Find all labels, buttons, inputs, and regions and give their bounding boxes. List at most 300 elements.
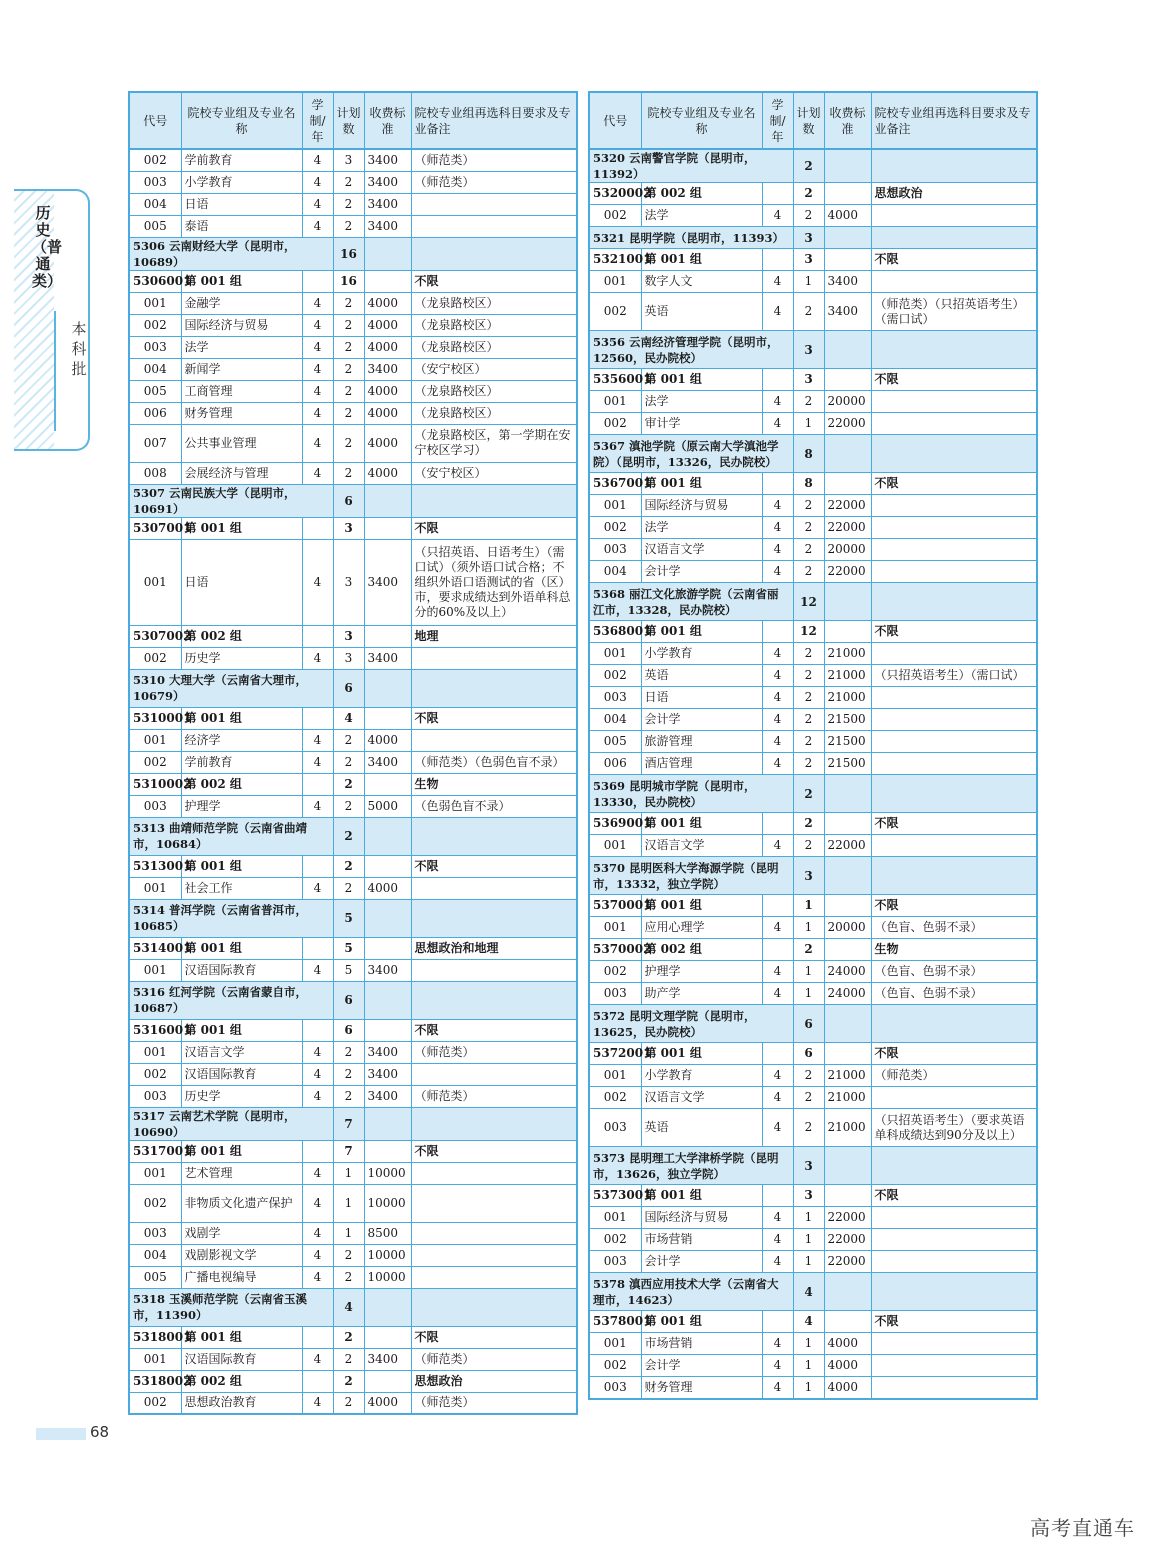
major-plan: 2 bbox=[793, 391, 824, 413]
major-note bbox=[871, 495, 1037, 517]
major-plan: 1 bbox=[793, 1207, 824, 1229]
group-years-empty bbox=[302, 855, 333, 877]
major-code: 003 bbox=[589, 1251, 641, 1273]
major-years: 4 bbox=[302, 1085, 333, 1107]
major-years: 4 bbox=[762, 205, 793, 227]
major-name: 法学 bbox=[641, 517, 762, 539]
school-fee-empty bbox=[364, 1288, 411, 1326]
major-name: 广播电视编导 bbox=[181, 1266, 302, 1288]
major-fee: 10000 bbox=[364, 1266, 411, 1288]
group-fee-empty bbox=[824, 473, 871, 495]
major-name: 汉语言文学 bbox=[641, 1087, 762, 1109]
major-years: 4 bbox=[302, 193, 333, 215]
group-row bbox=[589, 895, 1037, 917]
major-note bbox=[411, 729, 577, 751]
header-name: 院校专业组及专业名称 bbox=[641, 92, 762, 149]
school-plan: 6 bbox=[793, 1005, 824, 1043]
major-fee: 3400 bbox=[364, 171, 411, 193]
major-plan: 1 bbox=[793, 1333, 824, 1355]
major-plan: 2 bbox=[793, 709, 824, 731]
group-name: 第 002 组 bbox=[641, 939, 762, 961]
major-name: 非物质文化遗产保护 bbox=[181, 1184, 302, 1222]
group-code: 5310001 bbox=[129, 707, 181, 729]
school-plan: 4 bbox=[793, 1273, 824, 1311]
major-note bbox=[871, 643, 1037, 665]
major-note bbox=[411, 1222, 577, 1244]
major-years: 4 bbox=[302, 647, 333, 669]
group-requirement: 不限 bbox=[871, 895, 1037, 917]
major-plan: 1 bbox=[333, 1222, 364, 1244]
major-code: 001 bbox=[129, 1041, 181, 1063]
major-plan: 2 bbox=[333, 336, 364, 358]
group-row bbox=[129, 517, 577, 539]
group-plan: 8 bbox=[793, 473, 824, 495]
school-plan: 8 bbox=[793, 435, 824, 473]
major-fee: 21000 bbox=[824, 1109, 871, 1147]
school-name: 5372 昆明文理学院（昆明市，13625，民办院校） bbox=[589, 1005, 793, 1043]
major-code: 001 bbox=[589, 495, 641, 517]
major-note bbox=[871, 561, 1037, 583]
major-code: 001 bbox=[589, 835, 641, 857]
major-name: 会计学 bbox=[641, 709, 762, 731]
group-name: 第 001 组 bbox=[641, 813, 762, 835]
group-fee-empty bbox=[364, 937, 411, 959]
major-name: 旅游管理 bbox=[641, 731, 762, 753]
school-fee-empty bbox=[824, 149, 871, 183]
major-fee: 21000 bbox=[824, 665, 871, 687]
major-name: 新闻学 bbox=[181, 358, 302, 380]
school-note-empty bbox=[871, 857, 1037, 895]
major-row bbox=[129, 877, 577, 899]
major-name: 数字人文 bbox=[641, 271, 762, 293]
major-name: 戏剧影视文学 bbox=[181, 1244, 302, 1266]
major-fee: 3400 bbox=[364, 539, 411, 625]
major-code: 005 bbox=[589, 731, 641, 753]
major-years: 4 bbox=[302, 358, 333, 380]
group-row bbox=[589, 249, 1037, 271]
school-note-empty bbox=[411, 1288, 577, 1326]
group-plan: 6 bbox=[333, 1019, 364, 1041]
major-row bbox=[589, 665, 1037, 687]
major-row bbox=[129, 336, 577, 358]
major-code: 003 bbox=[589, 539, 641, 561]
major-plan: 2 bbox=[333, 380, 364, 402]
major-years: 4 bbox=[762, 753, 793, 775]
major-fee: 8500 bbox=[364, 1222, 411, 1244]
major-years: 4 bbox=[302, 1392, 333, 1414]
group-years-empty bbox=[302, 937, 333, 959]
group-name: 第 001 组 bbox=[641, 1311, 762, 1333]
group-requirement: 思想政治 bbox=[871, 183, 1037, 205]
major-years: 4 bbox=[762, 1229, 793, 1251]
major-name: 小学教育 bbox=[641, 643, 762, 665]
group-requirement: 地理 bbox=[411, 625, 577, 647]
major-note: （师范类） bbox=[871, 1065, 1037, 1087]
major-note bbox=[871, 1377, 1037, 1399]
major-row bbox=[129, 795, 577, 817]
major-code: 003 bbox=[589, 1109, 641, 1147]
school-plan: 3 bbox=[793, 331, 824, 369]
major-name: 历史学 bbox=[181, 1085, 302, 1107]
major-name: 法学 bbox=[641, 391, 762, 413]
major-fee: 3400 bbox=[824, 293, 871, 331]
major-name: 助产学 bbox=[641, 983, 762, 1005]
school-row bbox=[129, 669, 577, 707]
major-note bbox=[871, 687, 1037, 709]
major-fee: 4000 bbox=[364, 336, 411, 358]
major-fee: 22000 bbox=[824, 1251, 871, 1273]
major-years: 4 bbox=[762, 1109, 793, 1147]
major-plan: 3 bbox=[333, 647, 364, 669]
page-number: 68 bbox=[90, 1423, 110, 1441]
major-note: （色盲、色弱不录） bbox=[871, 983, 1037, 1005]
major-plan: 2 bbox=[333, 1348, 364, 1370]
major-note bbox=[871, 413, 1037, 435]
major-name: 社会工作 bbox=[181, 877, 302, 899]
major-fee: 3400 bbox=[364, 193, 411, 215]
page-number-bar bbox=[36, 1428, 86, 1440]
group-fee-empty bbox=[364, 517, 411, 539]
major-note: （只招英语考生）（要求英语单科成绩达到90分及以上） bbox=[871, 1109, 1037, 1147]
group-plan: 3 bbox=[793, 249, 824, 271]
group-row bbox=[589, 473, 1037, 495]
major-name: 市场营销 bbox=[641, 1229, 762, 1251]
major-note bbox=[411, 1266, 577, 1288]
major-name: 会展经济与管理 bbox=[181, 462, 302, 484]
major-code: 001 bbox=[129, 1348, 181, 1370]
major-note: （安宁校区） bbox=[411, 358, 577, 380]
major-name: 汉语言文学 bbox=[181, 1041, 302, 1063]
major-code: 003 bbox=[589, 687, 641, 709]
major-row bbox=[129, 462, 577, 484]
major-fee: 3400 bbox=[364, 1063, 411, 1085]
header-note: 院校专业组再选科目要求及专业备注 bbox=[871, 92, 1037, 149]
major-name: 英语 bbox=[641, 1109, 762, 1147]
school-row bbox=[589, 857, 1037, 895]
major-row bbox=[589, 983, 1037, 1005]
major-fee: 22000 bbox=[824, 835, 871, 857]
major-name: 法学 bbox=[641, 205, 762, 227]
major-note bbox=[411, 877, 577, 899]
major-fee: 22000 bbox=[824, 1207, 871, 1229]
major-note: （色盲、色弱不录） bbox=[871, 917, 1037, 939]
major-fee: 4000 bbox=[364, 292, 411, 314]
school-row bbox=[589, 435, 1037, 473]
major-name: 小学教育 bbox=[641, 1065, 762, 1087]
group-plan: 16 bbox=[333, 270, 364, 292]
group-row bbox=[129, 625, 577, 647]
major-plan: 1 bbox=[793, 1377, 824, 1399]
major-note: （安宁校区） bbox=[411, 462, 577, 484]
school-name: 5317 云南艺术学院（昆明市，10690） bbox=[129, 1107, 333, 1140]
group-years-empty bbox=[302, 625, 333, 647]
school-note-empty bbox=[411, 899, 577, 937]
major-name: 汉语国际教育 bbox=[181, 959, 302, 981]
group-code: 5356001 bbox=[589, 369, 641, 391]
school-row bbox=[129, 237, 577, 270]
major-note bbox=[411, 1244, 577, 1266]
major-code: 001 bbox=[589, 1065, 641, 1087]
group-fee-empty bbox=[824, 1043, 871, 1065]
major-code: 002 bbox=[589, 517, 641, 539]
school-plan: 6 bbox=[333, 669, 364, 707]
major-fee: 4000 bbox=[824, 1355, 871, 1377]
group-fee-empty bbox=[824, 249, 871, 271]
school-fee-empty bbox=[824, 435, 871, 473]
group-name: 第 001 组 bbox=[181, 1019, 302, 1041]
group-row bbox=[129, 1140, 577, 1162]
group-name: 第 001 组 bbox=[181, 1326, 302, 1348]
major-row bbox=[129, 193, 577, 215]
group-years-empty bbox=[302, 517, 333, 539]
major-fee: 3400 bbox=[364, 1085, 411, 1107]
major-years: 4 bbox=[302, 795, 333, 817]
major-fee: 20000 bbox=[824, 917, 871, 939]
major-fee: 22000 bbox=[824, 561, 871, 583]
major-years: 4 bbox=[302, 751, 333, 773]
school-fee-empty bbox=[824, 227, 871, 249]
major-years: 4 bbox=[302, 1244, 333, 1266]
major-code: 004 bbox=[589, 561, 641, 583]
major-code: 001 bbox=[129, 877, 181, 899]
group-years-empty bbox=[762, 621, 793, 643]
major-fee: 3400 bbox=[364, 647, 411, 669]
major-note bbox=[871, 1207, 1037, 1229]
major-fee: 10000 bbox=[364, 1184, 411, 1222]
major-name: 英语 bbox=[641, 293, 762, 331]
major-years: 4 bbox=[302, 1063, 333, 1085]
group-fee-empty bbox=[364, 773, 411, 795]
school-name: 5314 普洱学院（云南省普洱市，10685） bbox=[129, 899, 333, 937]
group-plan: 2 bbox=[793, 183, 824, 205]
major-note bbox=[871, 271, 1037, 293]
major-note bbox=[871, 1229, 1037, 1251]
major-code: 002 bbox=[129, 149, 181, 171]
major-row bbox=[129, 171, 577, 193]
group-requirement: 不限 bbox=[871, 813, 1037, 835]
header-fee: 收费标准 bbox=[824, 92, 871, 149]
school-name: 5321 昆明学院（昆明市，11393） bbox=[589, 227, 793, 249]
major-note: （师范类） bbox=[411, 1392, 577, 1414]
group-requirement: 不限 bbox=[411, 707, 577, 729]
major-row bbox=[129, 292, 577, 314]
major-note bbox=[871, 835, 1037, 857]
group-years-empty bbox=[302, 1326, 333, 1348]
major-fee: 4000 bbox=[364, 314, 411, 336]
group-years-empty bbox=[762, 1185, 793, 1207]
major-plan: 2 bbox=[333, 1085, 364, 1107]
major-note bbox=[871, 1333, 1037, 1355]
group-plan: 6 bbox=[793, 1043, 824, 1065]
group-requirement: 生物 bbox=[871, 939, 1037, 961]
school-plan: 16 bbox=[333, 237, 364, 270]
school-row bbox=[129, 1107, 577, 1140]
school-plan: 7 bbox=[333, 1107, 364, 1140]
group-code: 5367001 bbox=[589, 473, 641, 495]
school-note-empty bbox=[871, 583, 1037, 621]
major-code: 002 bbox=[129, 314, 181, 336]
major-plan: 2 bbox=[793, 665, 824, 687]
major-plan: 2 bbox=[333, 193, 364, 215]
major-row bbox=[589, 1109, 1037, 1147]
school-fee-empty bbox=[364, 981, 411, 1019]
group-code: 5372001 bbox=[589, 1043, 641, 1065]
major-row bbox=[129, 959, 577, 981]
group-name: 第 002 组 bbox=[181, 625, 302, 647]
major-fee: 21500 bbox=[824, 731, 871, 753]
major-note: （师范类） bbox=[411, 1041, 577, 1063]
major-row bbox=[589, 1065, 1037, 1087]
school-note-empty bbox=[411, 669, 577, 707]
school-row bbox=[589, 1005, 1037, 1043]
group-row bbox=[589, 183, 1037, 205]
major-plan: 2 bbox=[333, 1266, 364, 1288]
major-fee: 4000 bbox=[824, 1333, 871, 1355]
major-row bbox=[129, 647, 577, 669]
major-name: 国际经济与贸易 bbox=[181, 314, 302, 336]
major-name: 汉语言文学 bbox=[641, 835, 762, 857]
major-plan: 2 bbox=[333, 795, 364, 817]
school-row bbox=[589, 331, 1037, 369]
major-code: 001 bbox=[589, 1333, 641, 1355]
major-note bbox=[411, 1162, 577, 1184]
major-years: 4 bbox=[762, 665, 793, 687]
major-row bbox=[129, 1348, 577, 1370]
major-fee: 10000 bbox=[364, 1162, 411, 1184]
major-years: 4 bbox=[302, 1184, 333, 1222]
group-requirement: 不限 bbox=[871, 1043, 1037, 1065]
major-code: 002 bbox=[589, 1355, 641, 1377]
major-years: 4 bbox=[302, 380, 333, 402]
major-code: 006 bbox=[129, 402, 181, 424]
school-note-empty bbox=[871, 227, 1037, 249]
school-row bbox=[589, 227, 1037, 249]
school-row bbox=[589, 149, 1037, 183]
major-name: 泰语 bbox=[181, 215, 302, 237]
major-plan: 1 bbox=[793, 917, 824, 939]
major-code: 001 bbox=[589, 391, 641, 413]
group-fee-empty bbox=[364, 1140, 411, 1162]
major-row bbox=[589, 205, 1037, 227]
major-note bbox=[411, 959, 577, 981]
school-name: 5310 大理大学（云南省大理市，10679） bbox=[129, 669, 333, 707]
major-code: 001 bbox=[129, 292, 181, 314]
major-code: 002 bbox=[129, 751, 181, 773]
school-fee-empty bbox=[364, 484, 411, 517]
group-years-empty bbox=[302, 707, 333, 729]
major-fee: 20000 bbox=[824, 391, 871, 413]
major-code: 003 bbox=[589, 983, 641, 1005]
major-note bbox=[411, 647, 577, 669]
major-fee: 3400 bbox=[364, 1348, 411, 1370]
group-years-empty bbox=[762, 183, 793, 205]
major-note: （龙泉路校区） bbox=[411, 292, 577, 314]
major-years: 4 bbox=[762, 1377, 793, 1399]
major-fee: 21000 bbox=[824, 1065, 871, 1087]
major-fee: 10000 bbox=[364, 1244, 411, 1266]
major-code: 001 bbox=[129, 1162, 181, 1184]
school-note-empty bbox=[871, 435, 1037, 473]
major-years: 4 bbox=[762, 413, 793, 435]
major-note: （龙泉路校区） bbox=[411, 336, 577, 358]
major-code: 001 bbox=[589, 643, 641, 665]
major-row bbox=[129, 1162, 577, 1184]
group-requirement: 不限 bbox=[411, 855, 577, 877]
major-row bbox=[129, 1266, 577, 1288]
group-code: 5307002 bbox=[129, 625, 181, 647]
group-code: 5370002 bbox=[589, 939, 641, 961]
school-name: 5373 昆明理工大学津桥学院（昆明市，13626，独立学院） bbox=[589, 1147, 793, 1185]
major-code: 004 bbox=[589, 709, 641, 731]
major-name: 国际经济与贸易 bbox=[641, 495, 762, 517]
major-note: （师范类）（色弱色盲不录） bbox=[411, 751, 577, 773]
major-name: 会计学 bbox=[641, 561, 762, 583]
group-row bbox=[589, 939, 1037, 961]
major-plan: 2 bbox=[333, 1392, 364, 1414]
major-code: 002 bbox=[589, 205, 641, 227]
header-years: 学制/年 bbox=[302, 92, 333, 149]
major-years: 4 bbox=[762, 961, 793, 983]
group-code: 5306001 bbox=[129, 270, 181, 292]
group-plan: 3 bbox=[333, 517, 364, 539]
major-row bbox=[129, 424, 577, 462]
major-note bbox=[871, 1087, 1037, 1109]
school-note-empty bbox=[411, 817, 577, 855]
group-plan: 4 bbox=[793, 1311, 824, 1333]
major-code: 003 bbox=[129, 171, 181, 193]
major-row bbox=[589, 753, 1037, 775]
major-name: 汉语国际教育 bbox=[181, 1348, 302, 1370]
group-code: 5370001 bbox=[589, 895, 641, 917]
group-years-empty bbox=[302, 773, 333, 795]
group-code: 5310002 bbox=[129, 773, 181, 795]
major-years: 4 bbox=[762, 561, 793, 583]
school-row bbox=[129, 981, 577, 1019]
major-code: 004 bbox=[129, 193, 181, 215]
major-plan: 2 bbox=[793, 495, 824, 517]
group-code: 5313001 bbox=[129, 855, 181, 877]
side-tab-divider bbox=[54, 311, 56, 431]
major-name: 思想政治教育 bbox=[181, 1392, 302, 1414]
major-plan: 1 bbox=[333, 1162, 364, 1184]
major-fee: 3400 bbox=[364, 149, 411, 171]
group-name: 第 002 组 bbox=[181, 773, 302, 795]
group-name: 第 001 组 bbox=[181, 1140, 302, 1162]
major-row bbox=[589, 539, 1037, 561]
major-row bbox=[129, 539, 577, 625]
major-name: 历史学 bbox=[181, 647, 302, 669]
major-code: 002 bbox=[129, 647, 181, 669]
major-row bbox=[129, 380, 577, 402]
school-name: 5318 玉溪师范学院（云南省玉溪市，11390） bbox=[129, 1288, 333, 1326]
major-note bbox=[871, 391, 1037, 413]
group-code: 5320002 bbox=[589, 183, 641, 205]
major-plan: 2 bbox=[793, 643, 824, 665]
major-code: 007 bbox=[129, 424, 181, 462]
major-code: 001 bbox=[129, 959, 181, 981]
school-note-empty bbox=[411, 484, 577, 517]
major-name: 会计学 bbox=[641, 1355, 762, 1377]
school-plan: 6 bbox=[333, 981, 364, 1019]
major-years: 4 bbox=[762, 709, 793, 731]
group-requirement: 不限 bbox=[411, 270, 577, 292]
group-code: 5321001 bbox=[589, 249, 641, 271]
group-code: 5316001 bbox=[129, 1019, 181, 1041]
major-code: 001 bbox=[589, 271, 641, 293]
side-tab-batch: 本科批 bbox=[71, 320, 87, 378]
major-row bbox=[129, 1184, 577, 1222]
major-note bbox=[871, 517, 1037, 539]
